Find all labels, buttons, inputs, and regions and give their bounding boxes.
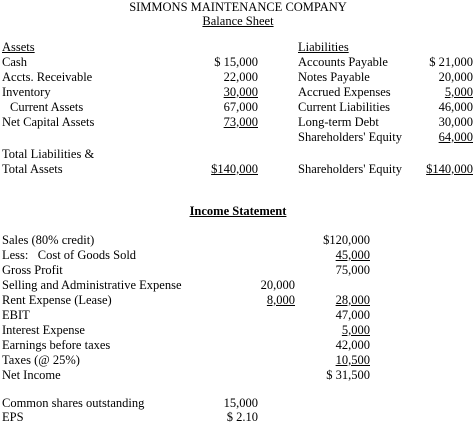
income-row-value: 28,000 [335, 293, 370, 307]
income-row-value: 10,500 [335, 353, 370, 367]
income-row-label: Taxes (@ 25%) [2, 353, 80, 367]
company-name: SIMMONS MAINTENANCE COMPANY [129, 0, 347, 14]
asset-label: Current Assets [10, 100, 84, 114]
eps-value: $ 2.10 [226, 410, 258, 424]
income-statement-title: Income Statement [189, 204, 287, 218]
liability-label: Current Liabilities [298, 100, 390, 114]
income-row-value: $ 31,500 [326, 368, 370, 382]
liability-value: 46,000 [438, 100, 473, 114]
liability-value: 30,000 [438, 115, 473, 129]
assets-header: Assets [2, 40, 35, 54]
income-row-value: 47,000 [335, 308, 370, 322]
liability-label: Shareholders' Equity [298, 130, 402, 144]
income-row-value: 42,000 [335, 338, 370, 352]
income-row-value: 75,000 [335, 263, 370, 277]
liability-label: Long-term Debt [298, 115, 379, 129]
liability-label: Notes Payable [298, 70, 370, 84]
income-row-label: Selling and Administrative Expense [2, 278, 182, 292]
income-row-mid [225, 293, 295, 307]
income-row-label: Interest Expense [2, 323, 85, 337]
asset-value: 30,000 [223, 85, 258, 99]
total-label-line1: Total Liabilities & [2, 147, 95, 161]
shares-label: Common shares outstanding [2, 396, 145, 410]
shares-value: 15,000 [223, 396, 258, 410]
liability-value: 64,000 [438, 130, 473, 144]
liability-label: Accounts Payable [298, 55, 388, 69]
income-row-mid: 20,000 [260, 278, 295, 292]
income-row-mid-underlined: 8,000 [266, 293, 295, 307]
total-assets-value: $140,000 [211, 162, 258, 176]
income-row-label: EBIT [2, 308, 30, 322]
income-row-label: Rent Expense (Lease) [2, 293, 112, 307]
eps-label: EPS [2, 410, 24, 424]
income-row-value: 5,000 [341, 323, 370, 337]
balance-sheet-title: Balance Sheet [202, 14, 274, 28]
asset-label: Inventory [2, 85, 51, 99]
liability-value: $ 21,000 [429, 55, 473, 69]
liability-value: 5,000 [444, 85, 473, 99]
income-row-value: 45,000 [335, 248, 370, 262]
income-row-label: Earnings before taxes [2, 338, 111, 352]
total-equity-label: Shareholders' Equity [298, 162, 402, 176]
income-row-label: Net Income [2, 368, 61, 382]
total-label-line2: Total Assets [2, 162, 63, 176]
total-equity-value: $140,000 [426, 162, 473, 176]
asset-label: Accts. Receivable [2, 70, 93, 84]
liability-label: Accrued Expenses [298, 85, 391, 99]
asset-label: Net Capital Assets [2, 115, 95, 129]
asset-value: 67,000 [223, 100, 258, 114]
income-row-label: Less: Cost of Goods Sold [2, 248, 137, 262]
asset-value: 73,000 [223, 115, 258, 129]
asset-value: $ 15,000 [214, 55, 258, 69]
liabilities-header: Liabilities [298, 40, 349, 54]
asset-label: Cash [2, 55, 27, 69]
income-row-label: Gross Profit [2, 263, 63, 277]
income-row-label: Sales (80% credit) [2, 233, 95, 247]
income-row-value: $120,000 [323, 233, 370, 247]
asset-value: 22,000 [223, 70, 258, 84]
liability-value: 20,000 [438, 70, 473, 84]
